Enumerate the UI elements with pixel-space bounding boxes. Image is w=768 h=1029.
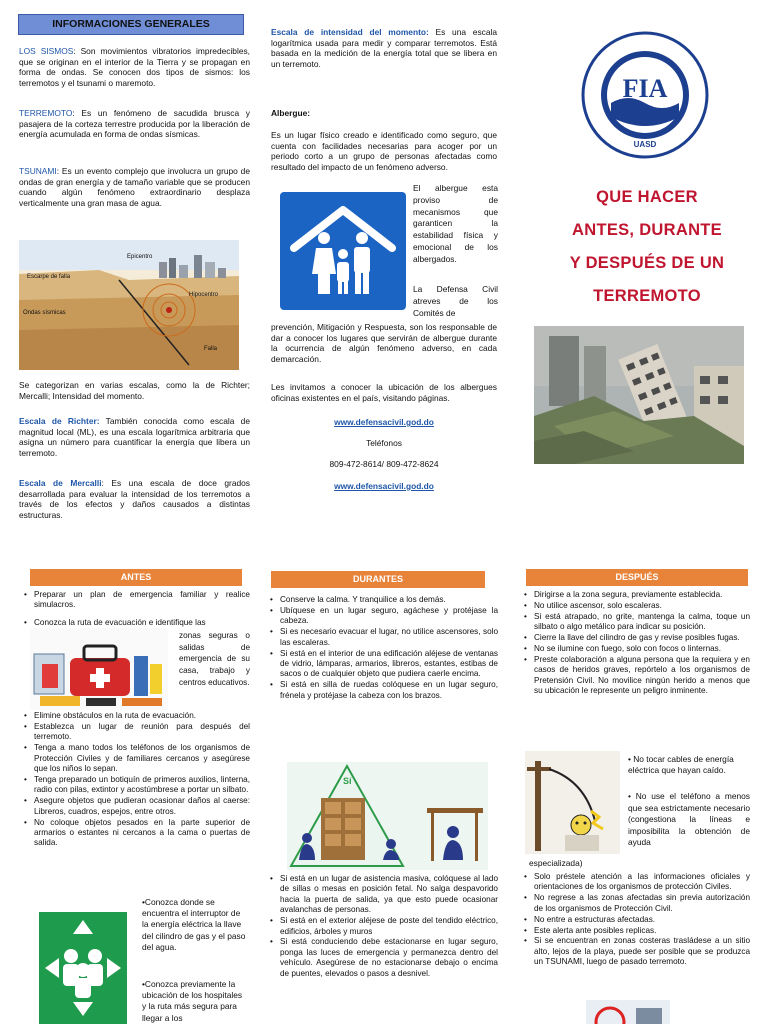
durantes-item: • Conserve la calma. Y tranquilice a los demás. [270, 595, 498, 605]
hipocentro-label: Hipocentro [189, 292, 219, 298]
despues-item: • Si se encuentran en zonas costeras trasládese a un sitio alto, lejos de la playa, puede ser posible que se produzca un TSUNAMI, luego de pasado terremoto. [524, 936, 750, 967]
richter-text: También conocida como escala de magnitud local (ML), es una escala logarítmica arbitraria que asigna un número para cuantificar la energía que libera un terremoto. [19, 416, 250, 458]
ruta-first-line: Conozca la ruta de evacuación e identifique las [34, 618, 206, 627]
safety-triangle-illustration [287, 762, 488, 870]
despues-item: • No entre a estructuras afectadas. [524, 915, 750, 925]
earthquake-diagram-svg [19, 240, 239, 370]
logo-abbr: FIA [622, 74, 668, 103]
durantes-item: • Si está conduciendo debe estacionarse en lugar seguro, ponga las luces de emergencia y permanezca dentro del vehículo. Asegúrese de no estacionarse debajo o encima de puentes, elevados o pasos a desnivel. [270, 937, 498, 979]
shelter-icon [280, 192, 406, 310]
sismos-paragraph [19, 46, 250, 88]
collapsed-buildings-illustration [534, 326, 744, 464]
antes-list [24, 711, 250, 849]
telefonos-numbers: 809-472-8614/ 809-472-8624 [329, 459, 439, 470]
epicentro-label: Epicentro [127, 254, 153, 260]
despues-item: • No utilice ascensor, solo escaleras. [524, 601, 750, 611]
antes-list-top [24, 590, 250, 611]
despues-item: • Preste colaboración a alguna persona que la requiera y en casos de heridos graves, repórtelo a los organismos de Pretensión Civil. No movilice ningún herido a menos que su ubicación le represente un peligro inminente. [524, 655, 750, 697]
cables-paragraph: • No tocar cables de energía eléctrica que hayan caído. [628, 754, 734, 776]
escarpe-label: Escarpe de falla [27, 274, 71, 280]
telefonos-label: Teléfonos [366, 437, 402, 448]
invitamos-paragraph: Les invitamos a conocer la ubicación de los albergues oficinas existentes en el país, visitando páginas. [271, 382, 497, 403]
durantes-item: • Ubíquese en un lugar seguro, agáchese y protéjase la cabeza. [270, 606, 498, 627]
assembly-point-icon [39, 912, 127, 1024]
antes-item: • Tenga a mano todos los teléfonos de los organismos de Protección Civiles y de familiares cercanos y asegúrese que los niños lo sepan. [24, 743, 250, 774]
durantes-list [270, 595, 498, 702]
hospitales-paragraph: •Conozca previamente la ubicación de los hospitales y la ruta más segura para llegar a los [142, 979, 243, 1023]
albergue-text-2: El albergue esta proviso de mecanismos que garanticen la estabilidad física y emocional de los albergados. [413, 183, 498, 264]
title-line-4: TERREMOTO [593, 287, 701, 305]
title-line-2: ANTES, DURANTE [572, 221, 722, 239]
despues-list-2 [524, 872, 750, 968]
family-house-icon [280, 192, 406, 310]
sismos-text: : Son movimientos vibratorios impredecibles, que se originan en el interior de la Tierra y se propagan en forma de ondas. Se conocen dos tipos de sismos: los terremotos y el tsunami o maremoto. [19, 46, 250, 88]
antes-item-ruta [24, 618, 250, 687]
escalas-paragraph: Se categorizan en varias escalas, como la de Richter; Mercalli; Intensidad del momento. [19, 380, 250, 401]
ruta-bullet: • [24, 618, 27, 627]
falla-label: Falla [204, 346, 218, 352]
durantes-item: • Si está en el exterior aléjese de poste del tendido eléctrico, edificios, árboles y muros [270, 916, 498, 937]
first-aid-kit-icon [30, 628, 168, 710]
antes-header: ANTES [30, 569, 242, 586]
telefono-paragraph: • No use el teléfono a menos que sea estrictamente necesario (congestiona la líneas e imposibilita la obtención de ayuda [628, 791, 750, 848]
richter-term: Escala de Richter: [19, 416, 100, 426]
albergue-text-4: prevención, Mitigación y Respuesta, son los responsable de dar a conocer los lugares que servirán de albergue durante la ocurrencia de algún fenómeno adverso, en cada demarcación. [271, 322, 497, 364]
general-info-header: INFORMACIONES GENERALES [18, 14, 244, 35]
antes-item: • Establezca un lugar de reunión para después del terremoto. [24, 722, 250, 743]
ondas-label: Ondas sísmicas [23, 310, 66, 316]
antes-item: • No coloque objetos pesados en la parte superior de armarios o estantes ni cercanos a la cama o puertas de salida. [24, 818, 250, 849]
electric-danger-illustration [525, 751, 620, 854]
mercalli-paragraph [19, 478, 250, 520]
durantes-item: • Si está en un lugar de asistencia masiva, colóquese al lado de sillas o mesas en posición fetal. No salga despavorido hacia la puerta de salida, ya que esto puede ocasionar avalanchas de personas. [270, 874, 498, 916]
durantes-header: DURANTES [271, 571, 485, 588]
fallen-cable-icon [525, 751, 620, 854]
assembly-point-sign [39, 912, 127, 1024]
ruta-rest: zonas seguras o salidas de emergencia de su casa, trabajo y centros educativos. [179, 631, 250, 687]
despues-item: • Cierre la llave del cilindro de gas y revise posibles fugas. [524, 633, 750, 643]
despues-item: • No se ilumine con fuego, solo con focos o linternas. [524, 644, 750, 654]
logo-bottom: UASD [633, 140, 657, 149]
antes-item: • Asegure objetos que pudieran ocasionar daños al caerse: Libreros, cuadros, espejos, entre otros. [24, 796, 250, 817]
tsunami-paragraph [19, 166, 250, 208]
main-title [542, 181, 752, 313]
intensidad-term: Escala de intensidad del momento: [271, 27, 429, 37]
title-line-1: QUE HACER [596, 188, 698, 206]
despues-item: • No regrese a las zonas afectadas sin previa autorización de los organismos de Protección Civil. [524, 893, 750, 914]
earthquake-diagram [19, 240, 239, 370]
albergue-title: Albergue: [271, 108, 311, 118]
tsunami-text: : Es un evento complejo que involucra un grupo de ondas de gran energía y de tamaño variable que se producen cuando algún fenómeno extraordinario desplaza verticalmente una gran masa de agua. [19, 166, 250, 208]
safe-position-illustration [287, 762, 488, 870]
contact-block [271, 417, 497, 491]
despues-item: • Dirigirse a la zona segura, previamente establecida. [524, 590, 750, 600]
first-aid-kit-photo [30, 628, 168, 710]
albergue-text-3: La Defensa Civil atreves de los Comités de [413, 284, 498, 318]
defensa-civil-link-1[interactable]: www.defensacivil.god.do [334, 417, 434, 427]
terremoto-text: : Es un fenómeno de sacudida brusca y pasajera de la corteza terrestre producida por la liberación de energía acumulada en forma de ondas sísmicas. [19, 108, 250, 140]
intensidad-paragraph [271, 27, 497, 69]
terremoto-term: TERREMOTO [19, 108, 73, 118]
intensidad-text: Es una escala logarítmica usada para medir y comparar terremotos. Está basada en la medición de la energía total que se libera en un terremoto. [271, 27, 497, 69]
tsunami-term: TSUNAMI [19, 166, 57, 176]
mercalli-term: Escala de Mercalli [19, 478, 102, 488]
durantes-item: • Si está en silla de ruedas colóquese en un lugar seguro, frénela y protéjase la cabeza con los brazos. [270, 680, 498, 701]
collapsed-buildings-photo [534, 326, 744, 464]
no-sign-icon [586, 1000, 670, 1024]
sismos-term: LOS SISMOS [19, 46, 74, 56]
despues-item: • Solo préstele atención a las informaciones oficiales y orientaciones de los organismos de protección Civiles. [524, 872, 750, 893]
defensa-civil-link-2[interactable]: www.defensacivil.god.do [334, 480, 434, 491]
terremoto-paragraph [19, 108, 250, 140]
despues-list [524, 590, 750, 697]
durantes-list-2 [270, 874, 498, 980]
richter-paragraph [19, 416, 250, 458]
antes-item: • Tenga preparado un botiquín de primeros auxilios, linterna, radio con pilas, extintor y acostúmbrese a portar un silbato. [24, 775, 250, 796]
albergue-text-1: Es un lugar físico creado e identificado como seguro, que cuenta con facilidades necesarias para acoger por un periodo corto a un grupo de personas afectadas como resultado del impacto de un fenómeno adverso. [271, 130, 497, 172]
fia-seal-icon [581, 31, 709, 159]
fia-logo [581, 31, 709, 159]
si-label: Sí [343, 776, 352, 786]
despues-item: • Este alerta ante posibles replicas. [524, 926, 750, 936]
title-line-3: Y DESPUÉS DE UN [569, 254, 725, 272]
despues-header: DESPUÉS [526, 569, 748, 586]
durantes-item: • Si es necesario evacuar el lugar, no utilice ascensores, solo las escaleras. [270, 627, 498, 648]
telefono-end: especializada) [529, 858, 583, 868]
mercalli-text: : Es una escala de doce grados desarrollada para evaluar la intensidad de los terremotos a través de los efectos y daños causados a distintas estructuras. [19, 478, 250, 520]
durantes-item: • Si está en el interior de una edificación aléjese de ventanas de vidrio, lámparas, armarios, libreros, estantes, estibas de sacos o de cualquier objeto que pudiera caerle encima. [270, 649, 498, 680]
despues-item: • Si está atrapado, no grite, mantenga la calma, toque un silbato o algo metálico para indicar su posición. [524, 612, 750, 633]
interruptor-paragraph: •Conozca donde se encuentra el interruptor de la energía eléctrica la llave del cilindro de gas y el paso del agua. [142, 897, 246, 952]
antes-item: • Elimine obstáculos en la ruta de evacuación. [24, 711, 250, 721]
bottom-sign-photo [586, 1000, 670, 1024]
antes-item-plan: • Preparar un plan de emergencia familiar y realice simulacros. [24, 590, 250, 611]
